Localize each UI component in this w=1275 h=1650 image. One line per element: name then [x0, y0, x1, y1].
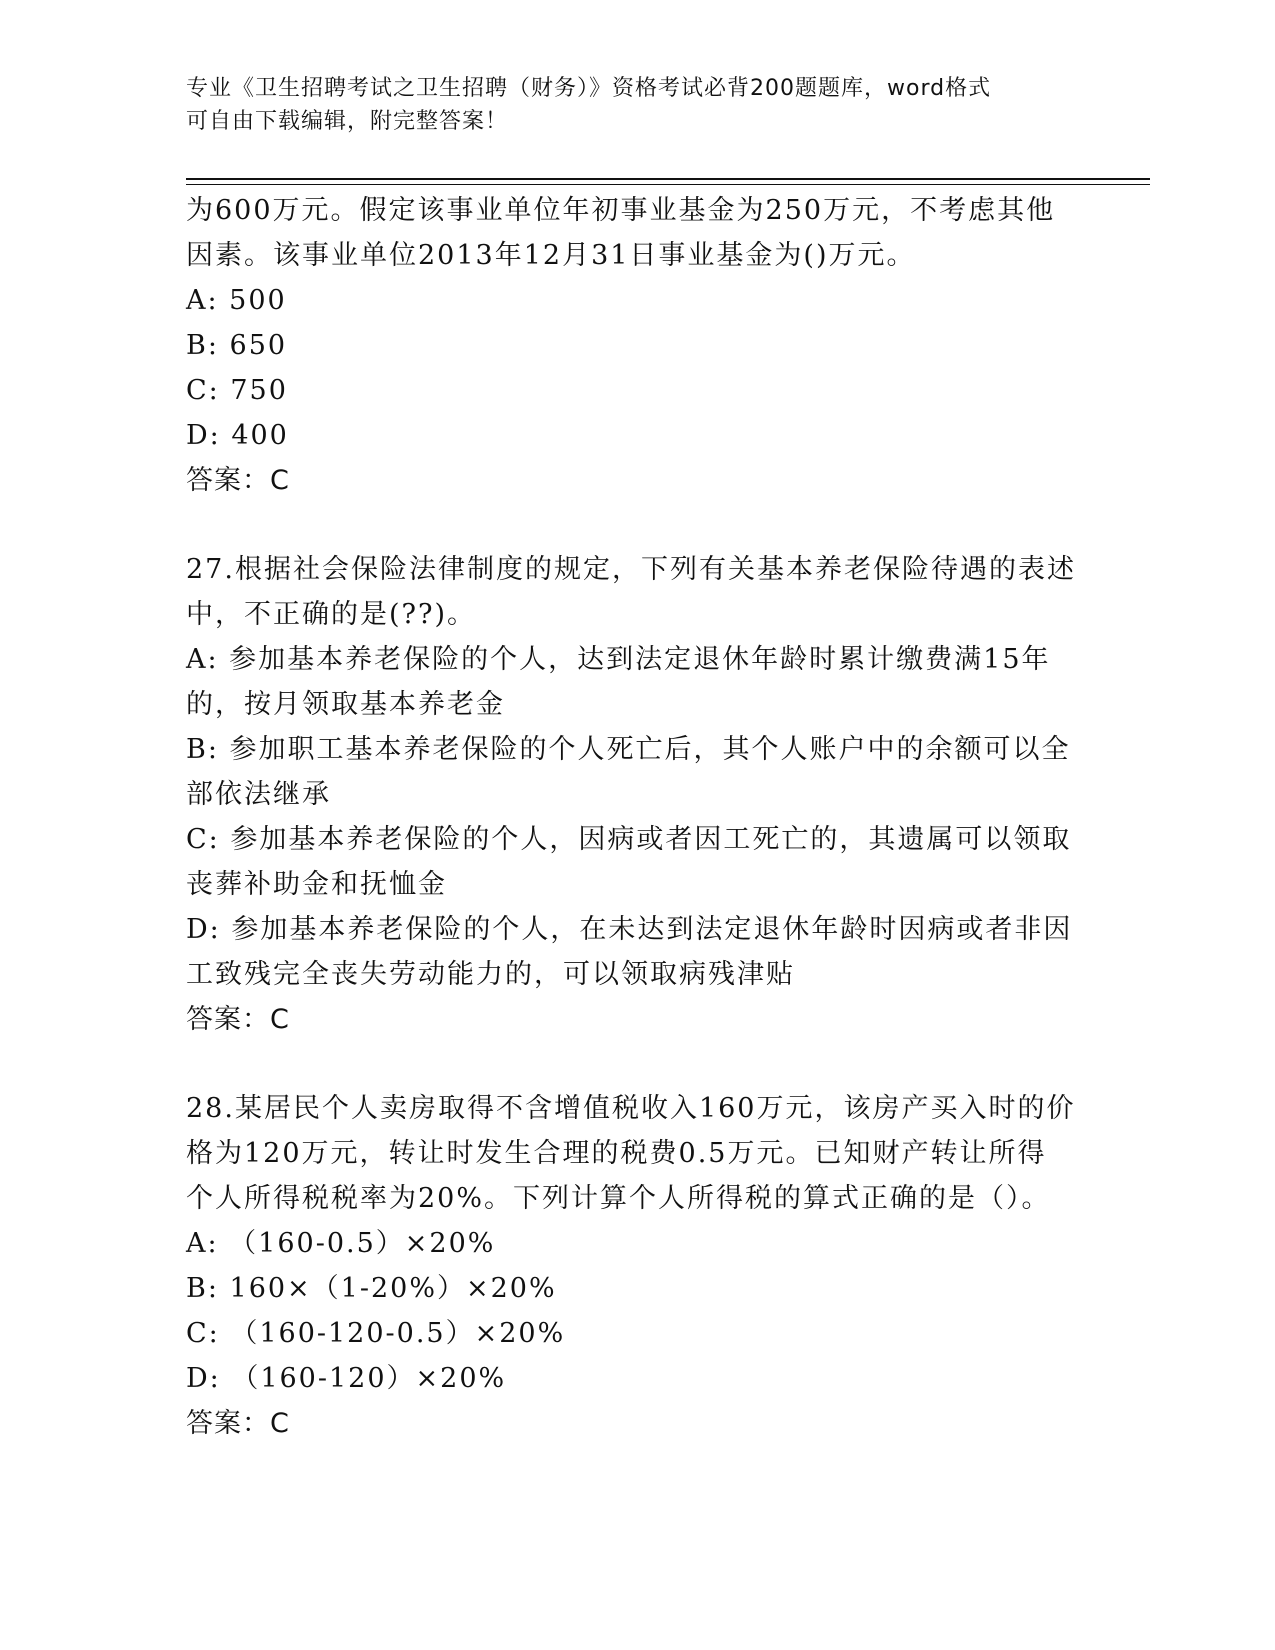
question-text-line: 因素。该事业单位2013年12月31日事业基金为()万元。	[186, 240, 916, 271]
option-b-continued: 部依法继承	[186, 779, 331, 810]
question-26	[186, 188, 1066, 503]
option-d: D: （160-120）×20%	[186, 1363, 507, 1394]
question-text-line: 28.某居民个人卖房取得不含增值税收入160万元，该房产买入时的价	[186, 1093, 1076, 1124]
option-c: C: 750	[186, 375, 288, 406]
option-a: A: 500	[186, 285, 287, 316]
question-28	[186, 1086, 1076, 1446]
answer-label: 答案：C	[186, 1408, 290, 1439]
question-text-line: 为600万元。假定该事业单位年初事业基金为250万元，不考虑其他	[186, 195, 1056, 226]
option-c: C: 参加基本养老保险的个人，因病或者因工死亡的，其遗属可以领取	[186, 824, 1072, 855]
header-divider-thick	[186, 178, 1150, 180]
question-text-line: 27.根据社会保险法律制度的规定，下列有关基本养老保险待遇的表述	[186, 554, 1076, 585]
document-header	[186, 72, 1066, 138]
option-c-continued: 丧葬补助金和抚恤金	[186, 869, 447, 900]
question-text-line: 格为120万元，转让时发生合理的税费0.5万元。已知财产转让所得	[186, 1138, 1047, 1169]
header-divider-thin	[186, 184, 1150, 185]
answer-label: 答案：C	[186, 1004, 290, 1035]
question-27	[186, 547, 1076, 1042]
question-text-line: 中，不正确的是(??)。	[186, 599, 477, 630]
option-b: B: 参加职工基本养老保险的个人死亡后，其个人账户中的余额可以全	[186, 734, 1071, 765]
option-d-continued: 工致残完全丧失劳动能力的，可以领取病残津贴	[186, 959, 795, 990]
option-d: D: 400	[186, 420, 289, 451]
option-a: A: （160-0.5）×20%	[186, 1228, 496, 1259]
document-body	[186, 188, 1076, 1446]
option-a-continued: 的，按月领取基本养老金	[186, 689, 505, 720]
header-title-line-2: 可自由下载编辑，附完整答案！	[186, 109, 509, 134]
option-a: A: 参加基本养老保险的个人，达到法定退休年龄时累计缴费满15年	[186, 644, 1051, 675]
option-d: D: 参加基本养老保险的个人，在未达到法定退休年龄时因病或者非因	[186, 914, 1073, 945]
answer-label: 答案：C	[186, 465, 290, 496]
option-c: C: （160-120-0.5）×20%	[186, 1318, 566, 1349]
option-b: B: 650	[186, 330, 288, 361]
header-title-line-1: 专业《卫生招聘考试之卫生招聘（财务）》资格考试必背200题题库，word格式	[186, 76, 992, 101]
question-spacer	[186, 503, 1066, 547]
question-text-line: 个人所得税税率为20%。下列计算个人所得税的算式正确的是（）。	[186, 1183, 1051, 1214]
question-spacer	[186, 1042, 1066, 1086]
option-b: B: 160×（1-20%）×20%	[186, 1273, 557, 1304]
